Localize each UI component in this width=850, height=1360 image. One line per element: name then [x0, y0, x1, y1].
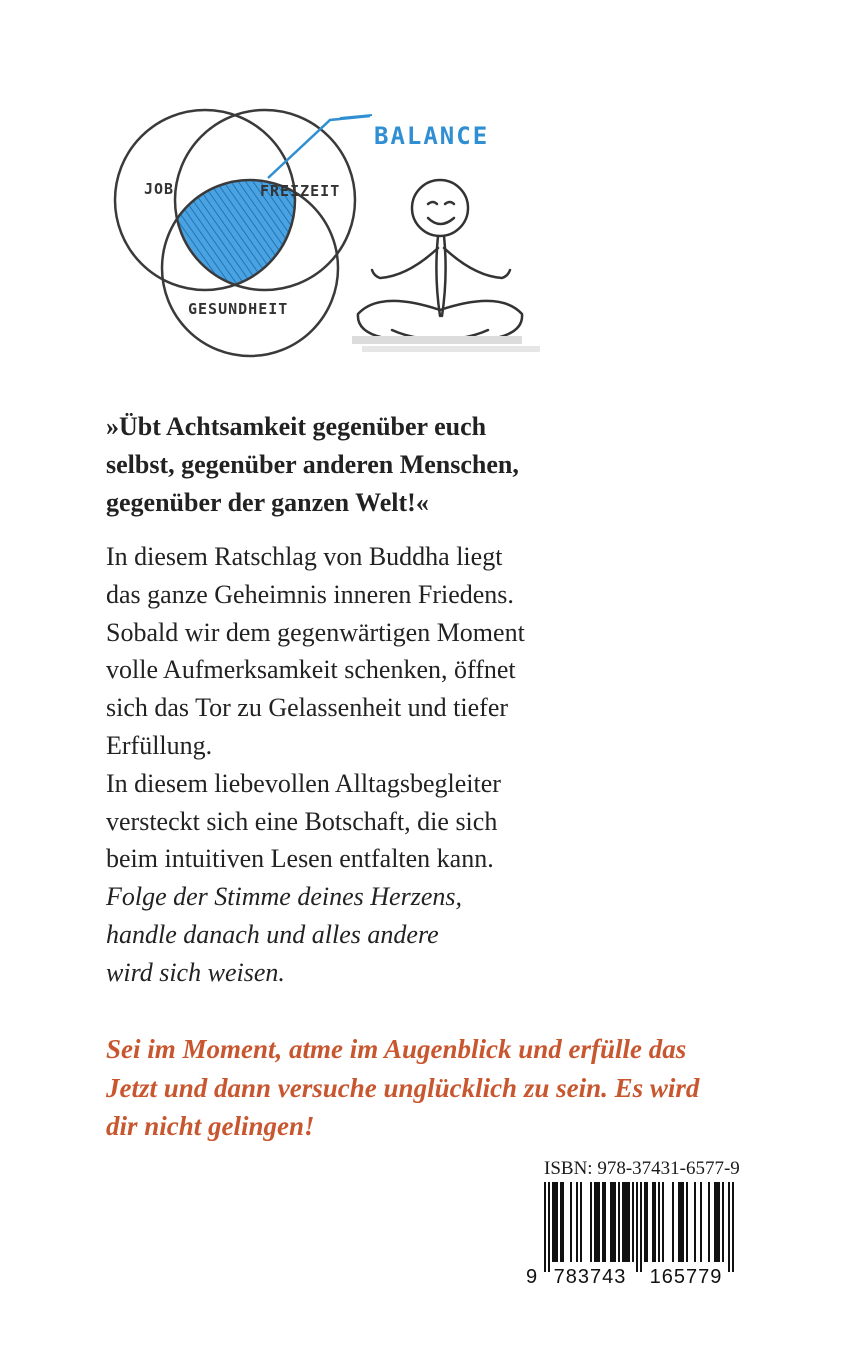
barcode-bar — [640, 1182, 642, 1272]
description-text — [106, 538, 746, 992]
barcode-bar — [604, 1182, 606, 1262]
barcode-bar — [612, 1182, 614, 1262]
barcode-bar — [646, 1182, 648, 1262]
body-line: Sobald wir dem gegenwärtigen Moment — [106, 617, 525, 647]
venn-diagram-drawing — [100, 100, 540, 370]
barcode-bar — [554, 1182, 556, 1262]
slogan-line: Sei im Moment, atme im Augenblick und erfülle das — [106, 1034, 687, 1064]
quote-line: »Übt Achtsamkeit gegenüber euch — [106, 412, 487, 441]
barcode-bar — [556, 1182, 558, 1262]
barcode-bar — [618, 1182, 620, 1262]
body-line: volle Aufmerksamkeit schenken, öffnet — [106, 655, 516, 685]
barcode-digits-left: 783743 — [553, 1266, 627, 1286]
barcode-bar — [686, 1182, 688, 1262]
italic-line: Folge der Stimme deines Herzens, — [106, 882, 462, 912]
barcode-bar — [560, 1182, 562, 1262]
barcode-bar — [732, 1182, 734, 1272]
barcode-bar — [602, 1182, 604, 1262]
barcode-bar — [678, 1182, 680, 1262]
barcode-bar — [624, 1182, 626, 1262]
barcode-bar — [654, 1182, 656, 1262]
slogan — [106, 1030, 766, 1146]
barcode-bar — [594, 1182, 596, 1262]
barcode-bar — [644, 1182, 646, 1262]
barcode-bar — [562, 1182, 564, 1262]
barcode-bar — [544, 1182, 546, 1272]
buddha-quote — [106, 408, 746, 522]
barcode-bar — [576, 1182, 578, 1262]
body-line: Erfüllung. — [106, 730, 213, 760]
barcode-bar — [716, 1182, 718, 1262]
barcode-bar — [552, 1182, 554, 1262]
slogan-line: Jetzt und dann versuche unglücklich zu sein. Es wird — [106, 1072, 700, 1103]
barcode-bar — [636, 1182, 638, 1272]
barcode-bar — [682, 1182, 684, 1262]
barcode-bar — [580, 1182, 582, 1262]
venn-label-freizeit: FREIZEIT — [260, 182, 341, 200]
shadow-strip — [352, 336, 522, 344]
barcode-bar — [610, 1182, 612, 1262]
body-line: sich das Tor zu Gelassenheit und tiefer — [106, 693, 509, 723]
body-line: In diesem Ratschlag von Buddha liegt — [106, 542, 503, 571]
barcode-bars — [520, 1182, 756, 1286]
barcode-bar — [708, 1182, 710, 1262]
barcode-bar — [680, 1182, 682, 1262]
barcode-bar — [662, 1182, 664, 1262]
slogan-line: dir nicht gelingen! — [106, 1111, 315, 1141]
balance-callout: BALANCE — [374, 122, 490, 150]
barcode-bar — [694, 1182, 696, 1262]
quote-line: selbst, gegenüber anderen Menschen, — [106, 450, 519, 479]
barcode-bar — [672, 1182, 674, 1262]
barcode-bar — [548, 1182, 550, 1272]
body-line: das ganze Geheimnis inneren Friedens. — [106, 579, 514, 609]
barcode-digits-right: 165779 — [649, 1266, 723, 1286]
quote-line: gegenüber der ganzen Welt!« — [106, 488, 429, 517]
barcode-bar — [658, 1182, 660, 1262]
meditating-figure-icon — [358, 180, 522, 341]
italic-line: wird sich weisen. — [106, 957, 285, 987]
barcode-bar — [626, 1182, 628, 1262]
barcode-bar — [632, 1182, 634, 1262]
barcode-bar — [728, 1182, 730, 1272]
barcode-bar — [700, 1182, 702, 1262]
barcode-bar — [628, 1182, 630, 1262]
barcode-bar — [614, 1182, 616, 1262]
barcode-bar — [722, 1182, 724, 1262]
barcode-bar — [652, 1182, 654, 1262]
venn-label-job: JOB — [144, 180, 175, 198]
barcode-bar — [714, 1182, 716, 1262]
isbn-label: ISBN: 978-37431-6577-9 — [544, 1158, 740, 1179]
body-line: beim intuitiven Lesen entfalten kann. — [106, 844, 494, 874]
barcode-bar — [622, 1182, 624, 1262]
barcode-bar — [590, 1182, 592, 1262]
balance-illustration — [100, 100, 540, 370]
body-line: versteckt sich eine Botschaft, die sich — [106, 806, 498, 836]
italic-line: handle danach und alles andere — [106, 919, 439, 949]
body-line: In diesem liebevollen Alltagsbegleiter — [106, 768, 501, 798]
isbn-barcode — [520, 1158, 756, 1286]
barcode-bar — [718, 1182, 720, 1262]
venn-label-gesundheit: GESUNDHEIT — [188, 300, 289, 318]
callout-line — [268, 116, 370, 178]
shadow-strip-lower — [362, 346, 540, 352]
barcode-icon — [520, 1182, 756, 1286]
barcode-digit-first: 9 — [526, 1266, 538, 1286]
barcode-bar — [570, 1182, 572, 1262]
barcode-bar — [598, 1182, 600, 1262]
barcode-bar — [596, 1182, 598, 1262]
